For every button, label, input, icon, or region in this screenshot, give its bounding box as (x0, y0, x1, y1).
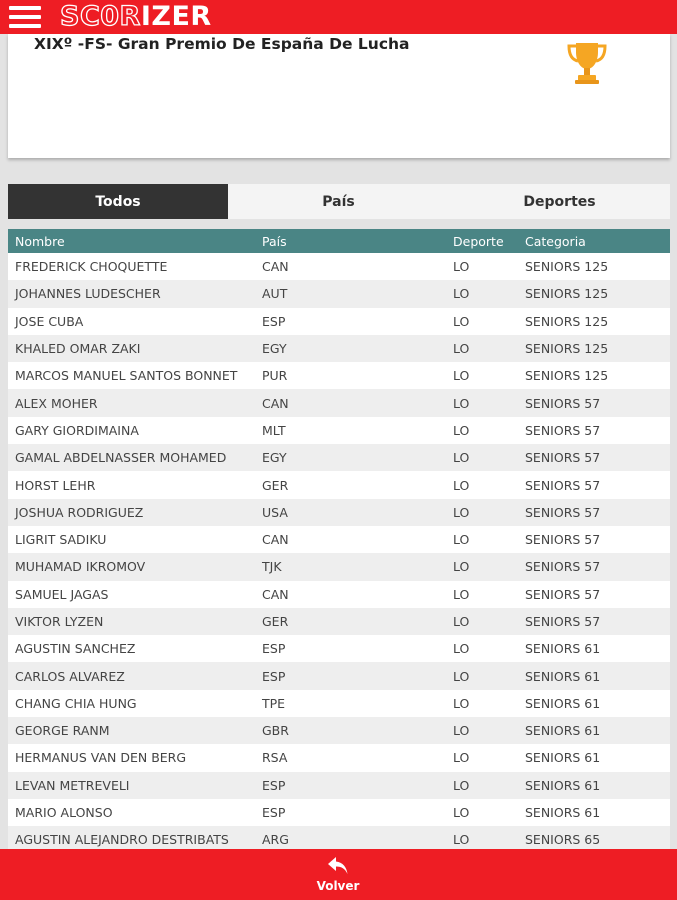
cell-categoria: SENIORS 57 (518, 581, 670, 608)
cell-categoria: SENIORS 57 (518, 471, 670, 498)
column-header-deporte[interactable]: Deporte (446, 229, 518, 253)
cell-categoria: SENIORS 125 (518, 362, 670, 389)
table-row[interactable] (8, 744, 670, 771)
cell-deporte: LO (446, 362, 518, 389)
table-row[interactable] (8, 690, 670, 717)
participants-table-container[interactable] (8, 229, 670, 849)
cell-pais: USA (255, 499, 446, 526)
table-row[interactable] (8, 608, 670, 635)
cell-nombre: AGUSTIN SANCHEZ (8, 635, 255, 662)
cell-pais: CAN (255, 581, 446, 608)
cell-categoria: SENIORS 57 (518, 499, 670, 526)
cell-pais: GBR (255, 717, 446, 744)
cell-categoria: SENIORS 125 (518, 335, 670, 362)
cell-categoria: SENIORS 61 (518, 744, 670, 771)
table-row[interactable] (8, 826, 670, 849)
table-row[interactable] (8, 553, 670, 580)
cell-deporte: LO (446, 635, 518, 662)
cell-nombre: SAMUEL JAGAS (8, 581, 255, 608)
cell-deporte: LO (446, 581, 518, 608)
trophy-icon (563, 38, 611, 86)
cell-categoria: SENIORS 57 (518, 608, 670, 635)
reply-arrow-icon (326, 855, 350, 877)
table-row[interactable] (8, 772, 670, 799)
cell-pais: CAN (255, 253, 446, 280)
tab-pais[interactable]: País (322, 193, 355, 210)
cell-pais: ESP (255, 635, 446, 662)
cell-deporte: LO (446, 772, 518, 799)
table-row[interactable] (8, 717, 670, 744)
top-bar (0, 0, 677, 34)
cell-deporte: LO (446, 744, 518, 771)
cell-categoria: SENIORS 57 (518, 444, 670, 471)
cell-nombre: MUHAMAD IKROMOV (8, 553, 255, 580)
cell-deporte: LO (446, 799, 518, 826)
cell-categoria: SENIORS 57 (518, 389, 670, 416)
cell-categoria: SENIORS 125 (518, 308, 670, 335)
cell-categoria: SENIORS 61 (518, 717, 670, 744)
cell-pais: ARG (255, 826, 446, 849)
cell-deporte: LO (446, 717, 518, 744)
participants-table (8, 229, 670, 849)
cell-nombre: JOSHUA RODRIGUEZ (8, 499, 255, 526)
cell-nombre: LIGRIT SADIKU (8, 526, 255, 553)
cell-deporte: LO (446, 553, 518, 580)
table-header-row (8, 229, 670, 253)
table-row[interactable] (8, 417, 670, 444)
cell-nombre: JOSE CUBA (8, 308, 255, 335)
tab-deportes[interactable]: Deportes (523, 193, 596, 210)
cell-deporte: LO (446, 308, 518, 335)
cell-categoria: SENIORS 61 (518, 772, 670, 799)
table-row[interactable] (8, 253, 670, 280)
cell-deporte: LO (446, 253, 518, 280)
cell-deporte: LO (446, 417, 518, 444)
cell-categoria: SENIORS 61 (518, 662, 670, 689)
cell-pais: CAN (255, 389, 446, 416)
cell-deporte: LO (446, 280, 518, 307)
cell-deporte: LO (446, 335, 518, 362)
column-header-pais[interactable]: País (255, 229, 446, 253)
cell-pais: ESP (255, 799, 446, 826)
cell-categoria: SENIORS 57 (518, 417, 670, 444)
cell-nombre: MARCOS MANUEL SANTOS BONNET (8, 362, 255, 389)
cell-nombre: HORST LEHR (8, 471, 255, 498)
cell-categoria: SENIORS 125 (518, 253, 670, 280)
cell-nombre: CARLOS ALVAREZ (8, 662, 255, 689)
cell-nombre: HERMANUS VAN DEN BERG (8, 744, 255, 771)
cell-pais: ESP (255, 662, 446, 689)
table-row[interactable] (8, 662, 670, 689)
column-header-nombre[interactable]: Nombre (8, 229, 255, 253)
event-card (8, 34, 670, 158)
cell-nombre: MARIO ALONSO (8, 799, 255, 826)
cell-nombre: KHALED OMAR ZAKI (8, 335, 255, 362)
cell-deporte: LO (446, 499, 518, 526)
table-row[interactable] (8, 471, 670, 498)
table-row[interactable] (8, 444, 670, 471)
filter-tabs (8, 184, 670, 219)
cell-categoria: SENIORS 61 (518, 799, 670, 826)
cell-pais: ESP (255, 772, 446, 799)
app-logo: SC0RIZER (60, 1, 212, 32)
column-header-categoria[interactable]: Categoria (518, 229, 670, 253)
cell-pais: PUR (255, 362, 446, 389)
cell-deporte: LO (446, 690, 518, 717)
cell-pais: CAN (255, 526, 446, 553)
cell-pais: EGY (255, 335, 446, 362)
cell-deporte: LO (446, 826, 518, 849)
cell-nombre: GAMAL ABDELNASSER MOHAMED (8, 444, 255, 471)
table-row[interactable] (8, 526, 670, 553)
table-row[interactable] (8, 280, 670, 307)
cell-pais: GER (255, 608, 446, 635)
cell-categoria: SENIORS 125 (518, 280, 670, 307)
back-button[interactable] (300, 855, 376, 897)
cell-deporte: LO (446, 389, 518, 416)
menu-icon[interactable] (9, 6, 41, 28)
cell-pais: TJK (255, 553, 446, 580)
cell-categoria: SENIORS 57 (518, 526, 670, 553)
cell-categoria: SENIORS 61 (518, 690, 670, 717)
cell-pais: TPE (255, 690, 446, 717)
cell-nombre: VIKTOR LYZEN (8, 608, 255, 635)
cell-nombre: JOHANNES LUDESCHER (8, 280, 255, 307)
cell-deporte: LO (446, 662, 518, 689)
cell-nombre: CHANG CHIA HUNG (8, 690, 255, 717)
cell-nombre: GEORGE RANM (8, 717, 255, 744)
cell-pais: ESP (255, 308, 446, 335)
cell-pais: EGY (255, 444, 446, 471)
cell-deporte: LO (446, 444, 518, 471)
table-row[interactable] (8, 499, 670, 526)
cell-categoria: SENIORS 65 (518, 826, 670, 849)
table-row[interactable] (8, 335, 670, 362)
cell-deporte: LO (446, 526, 518, 553)
cell-nombre: LEVAN METREVELI (8, 772, 255, 799)
cell-pais: AUT (255, 280, 446, 307)
cell-categoria: SENIORS 61 (518, 635, 670, 662)
cell-nombre: FREDERICK CHOQUETTE (8, 253, 255, 280)
cell-nombre: ALEX MOHER (8, 389, 255, 416)
cell-categoria: SENIORS 57 (518, 553, 670, 580)
event-title: XIXº -FS- Gran Premio De España De Lucha (34, 35, 410, 53)
table-row[interactable] (8, 308, 670, 335)
table-row[interactable] (8, 581, 670, 608)
cell-nombre: GARY GIORDIMAINA (8, 417, 255, 444)
table-row[interactable] (8, 635, 670, 662)
cell-pais: RSA (255, 744, 446, 771)
table-row[interactable] (8, 362, 670, 389)
table-row[interactable] (8, 389, 670, 416)
cell-nombre: AGUSTIN ALEJANDRO DESTRIBATS (8, 826, 255, 849)
tab-todos[interactable]: Todos (8, 184, 228, 219)
back-label: Volver (316, 879, 360, 893)
cell-deporte: LO (446, 608, 518, 635)
cell-pais: GER (255, 471, 446, 498)
cell-pais: MLT (255, 417, 446, 444)
cell-deporte: LO (446, 471, 518, 498)
bottom-bar (0, 849, 677, 900)
table-row[interactable] (8, 799, 670, 826)
